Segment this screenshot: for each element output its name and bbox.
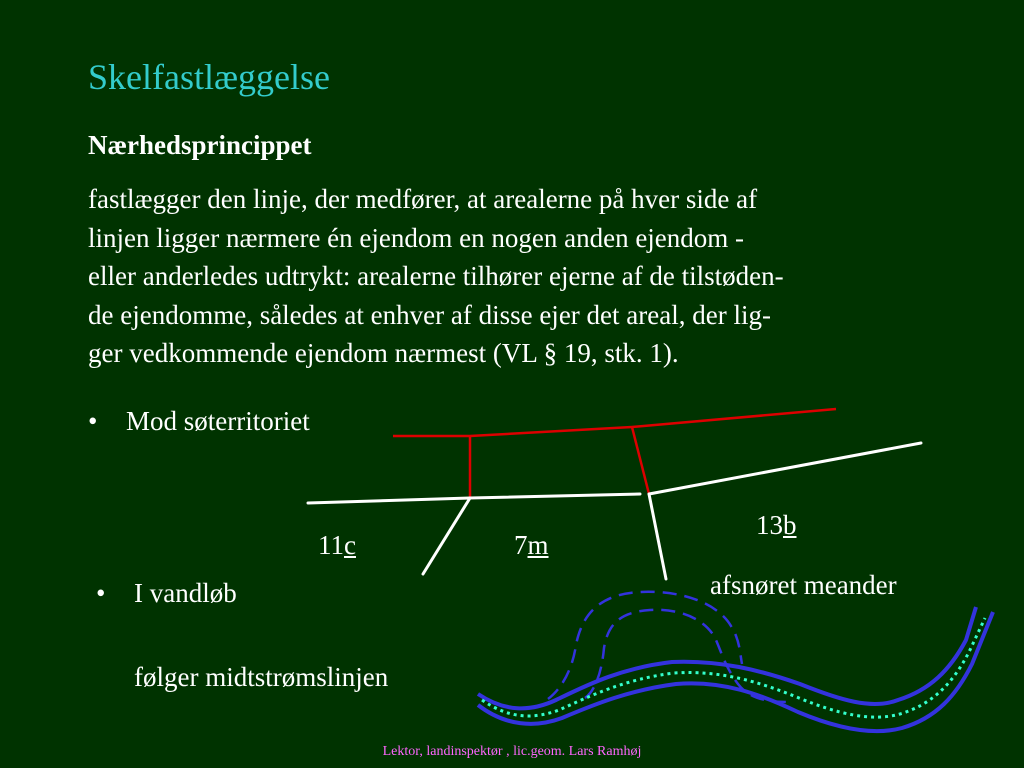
shoreline-segment bbox=[308, 498, 470, 503]
shoreline-segment bbox=[470, 494, 640, 498]
territory-outer-line bbox=[470, 427, 632, 436]
parcel-boundary bbox=[649, 494, 666, 579]
territory-lines bbox=[393, 409, 836, 498]
stream-drawing bbox=[478, 592, 993, 731]
bullet-text: Mod søterritoriet bbox=[126, 406, 310, 436]
definition-line: de ejendomme, således at enhver af disse ejer det areal, der lig- bbox=[88, 299, 771, 330]
midstream-note: følger midtstrømslinjen bbox=[134, 662, 389, 692]
parcel-number: 11 bbox=[318, 530, 344, 560]
stream-bank-lower bbox=[478, 612, 993, 731]
parcel-label-13b bbox=[756, 510, 797, 541]
definition-line: ger vedkommende ejendom nærmest (VL § 19, stk. 1). bbox=[88, 338, 679, 368]
bullet-text: I vandløb bbox=[134, 578, 237, 608]
parcel-label-11c bbox=[318, 530, 356, 561]
shoreline-segment bbox=[649, 443, 921, 494]
shoreline bbox=[308, 443, 921, 579]
definition-line: fastlægger den linje, der medfører, at arealerne på hver side af bbox=[88, 184, 758, 214]
definition-line: eller anderledes udtrykt: arealerne tilhører ejerne af de tilstøden- bbox=[88, 261, 784, 291]
slide-footer: Lektor, landinspektør , lic.geom. Lars Ramhøj bbox=[382, 744, 642, 759]
bullet-marker: • bbox=[96, 578, 106, 608]
parcel-label-7m bbox=[514, 530, 549, 561]
meander-label: afsnøret meander bbox=[710, 570, 897, 600]
slide-title: Skelfastlæggelse bbox=[88, 57, 330, 97]
slide-subtitle: Nærhedsprincippet bbox=[88, 130, 312, 160]
parcel-number: 7 bbox=[514, 530, 528, 560]
old-meander-inner bbox=[585, 610, 790, 702]
parcel-letter: m bbox=[527, 530, 549, 560]
parcel-letter: c bbox=[344, 530, 356, 560]
territory-outer-line bbox=[632, 409, 836, 427]
bullet-marker: • bbox=[88, 406, 98, 436]
parcel-letter: b bbox=[783, 510, 797, 540]
definition-line: linjen ligger nærmere én ejendom en nogen anden ejendom - bbox=[88, 222, 745, 253]
parcel-boundary bbox=[423, 498, 470, 574]
parcel-boundary-extension bbox=[632, 427, 649, 494]
parcel-number: 13 bbox=[756, 510, 783, 540]
